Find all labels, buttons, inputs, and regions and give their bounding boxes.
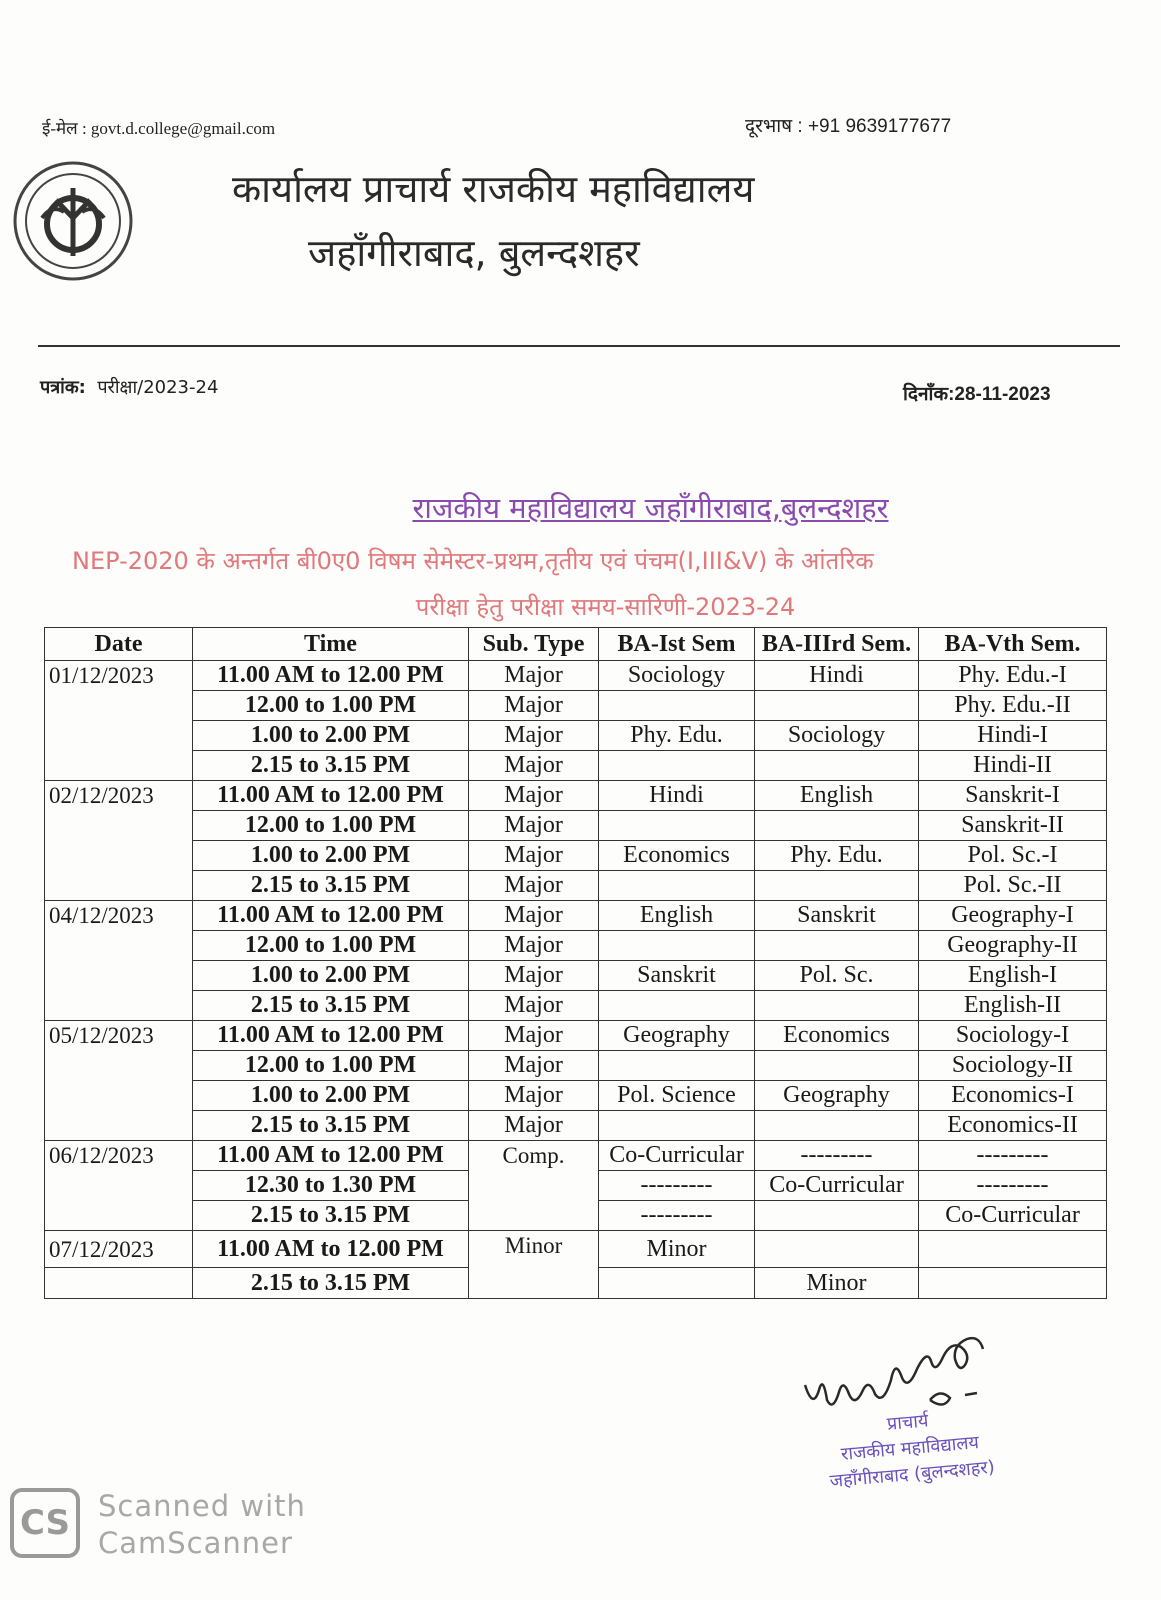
table-row [45, 1051, 1107, 1081]
type-cell: Major [469, 751, 599, 781]
ba3-cell: Hindi [755, 661, 919, 691]
ba5-cell: Economics-II [919, 1111, 1107, 1141]
table-row [45, 931, 1107, 961]
ba1-cell [599, 931, 755, 961]
ba5-cell: Pol. Sc.-II [919, 871, 1107, 901]
stamp-line3: जहाँगीराबाद (बुलन्दशहर) [828, 1456, 996, 1493]
schedule-title-line2: NEP-2020 के अन्तर्गत बी0ए0 विषम सेमेस्टर-प्रथम,तृतीय एवं पंचम(I,III&V) के आंतरिक [72, 547, 874, 575]
table-row [45, 1231, 1107, 1268]
ba1-cell: Minor [599, 1231, 755, 1268]
table-row [45, 961, 1107, 991]
date-cell: 02/12/2023 [45, 781, 193, 901]
ba1-cell [599, 871, 755, 901]
time-cell: 11.00 AM to 12.00 PM [193, 1231, 469, 1268]
college-title-text: राजकीय महाविद्यालय जहाँगीराबाद,बुलन्दशहर [412, 491, 889, 525]
time-cell: 1.00 to 2.00 PM [193, 721, 469, 751]
camscanner-logo-icon: CS [10, 1488, 80, 1558]
ba3-cell [755, 1201, 919, 1231]
ba3-cell: --------- [755, 1141, 919, 1171]
type-cell: Major [469, 841, 599, 871]
header-sub-type: Sub. Type [469, 628, 599, 661]
ba3-cell: Phy. Edu. [755, 841, 919, 871]
table-row [45, 751, 1107, 781]
ba1-cell: Pol. Science [599, 1081, 755, 1111]
ba5-cell: --------- [919, 1141, 1107, 1171]
time-cell: 2.15 to 3.15 PM [193, 1111, 469, 1141]
ba5-cell: Sociology-II [919, 1051, 1107, 1081]
ba3-cell [755, 1051, 919, 1081]
ba5-cell: Sociology-I [919, 1021, 1107, 1051]
ba1-cell: --------- [599, 1201, 755, 1231]
watermark-line1: Scanned with [98, 1489, 306, 1523]
ba1-cell [599, 1051, 755, 1081]
reference-label: पत्रांक: [40, 377, 86, 398]
stamp-line2: राजकीय महाविद्यालय [840, 1432, 980, 1465]
up-govt-emblem-icon [12, 160, 134, 282]
ba3-cell [755, 751, 919, 781]
ba3-cell [755, 871, 919, 901]
time-cell: 2.15 to 3.15 PM [193, 1268, 469, 1299]
time-cell: 12.00 to 1.00 PM [193, 811, 469, 841]
ba5-cell: Sanskrit-I [919, 781, 1107, 811]
table-row [45, 811, 1107, 841]
ba5-cell: Economics-I [919, 1081, 1107, 1111]
header-ba-3rd-sem: BA-IIIrd Sem. [755, 628, 919, 661]
time-cell: 12.00 to 1.00 PM [193, 691, 469, 721]
ba1-cell: Phy. Edu. [599, 721, 755, 751]
exam-timetable [44, 627, 1107, 1299]
type-cell: Major [469, 781, 599, 811]
header-date: Date [45, 628, 193, 661]
date-cell: 01/12/2023 [45, 661, 193, 781]
type-cell: Major [469, 1081, 599, 1111]
table-row [45, 841, 1107, 871]
reference-value: परीक्षा/2023-24 [97, 377, 219, 398]
type-cell: Major [469, 811, 599, 841]
ba5-cell: Phy. Edu.-I [919, 661, 1107, 691]
office-title-line2: जहाँगीराबाद, बुलन्दशहर [308, 231, 640, 275]
time-cell: 12.00 to 1.00 PM [193, 931, 469, 961]
ba5-cell: --------- [919, 1171, 1107, 1201]
ba3-cell: Sanskrit [755, 901, 919, 931]
ba5-cell: Geography-II [919, 931, 1107, 961]
reference-number [40, 375, 218, 399]
email-line: ई-मेल : govt.d.college@gmail.com [42, 119, 276, 138]
time-cell: 2.15 to 3.15 PM [193, 991, 469, 1021]
type-cell: Major [469, 871, 599, 901]
table-row [45, 871, 1107, 901]
ba3-cell: Sociology [755, 721, 919, 751]
ba3-cell: Co-Curricular [755, 1171, 919, 1201]
ba1-cell [599, 1268, 755, 1299]
type-cell: Major [469, 1111, 599, 1141]
ba5-cell: Hindi-II [919, 751, 1107, 781]
ba5-cell: English-II [919, 991, 1107, 1021]
ba1-cell [599, 751, 755, 781]
ba3-cell [755, 1231, 919, 1268]
ba1-cell: Sociology [599, 661, 755, 691]
table-header-row [45, 628, 1107, 661]
ba1-cell: Economics [599, 841, 755, 871]
stamp-line1: प्राचार्य [886, 1410, 930, 1435]
ba5-cell: English-I [919, 961, 1107, 991]
ba3-cell: English [755, 781, 919, 811]
type-cell: Major [469, 1051, 599, 1081]
watermark-line2: CamScanner [98, 1526, 293, 1560]
time-cell: 12.00 to 1.00 PM [193, 1051, 469, 1081]
type-cell: Major [469, 991, 599, 1021]
date-cell: 06/12/2023 [45, 1141, 193, 1231]
type-cell: Major [469, 931, 599, 961]
date-cell: 07/12/2023 [45, 1231, 193, 1268]
schedule-title-line3 [0, 590, 1161, 623]
ba1-cell [599, 691, 755, 721]
ba3-cell [755, 991, 919, 1021]
ba1-cell: English [599, 901, 755, 931]
time-cell: 11.00 AM to 12.00 PM [193, 661, 469, 691]
ba1-cell: Hindi [599, 781, 755, 811]
ba3-cell: Minor [755, 1268, 919, 1299]
table-row [45, 991, 1107, 1021]
ba1-cell [599, 1111, 755, 1141]
time-cell: 12.30 to 1.30 PM [193, 1171, 469, 1201]
time-cell: 1.00 to 2.00 PM [193, 841, 469, 871]
ba3-cell [755, 1111, 919, 1141]
ba5-cell: Co-Curricular [919, 1201, 1107, 1231]
ba3-cell: Pol. Sc. [755, 961, 919, 991]
ba5-cell: Phy. Edu.-II [919, 691, 1107, 721]
table-row [45, 1111, 1107, 1141]
ba1-cell [599, 991, 755, 1021]
phone-line: दूरभाष : +91 9639177677 [745, 116, 952, 137]
header-divider [38, 345, 1120, 347]
table-row [45, 691, 1107, 721]
ba5-cell: Geography-I [919, 901, 1107, 931]
time-cell: 11.00 AM to 12.00 PM [193, 901, 469, 931]
time-cell: 11.00 AM to 12.00 PM [193, 781, 469, 811]
type-cell: Major [469, 1021, 599, 1051]
time-cell: 2.15 to 3.15 PM [193, 751, 469, 781]
ba1-cell [599, 811, 755, 841]
ba3-cell [755, 931, 919, 961]
ba1-cell: Geography [599, 1021, 755, 1051]
ba5-cell: Hindi-I [919, 721, 1107, 751]
header-ba-1st-sem: BA-Ist Sem [599, 628, 755, 661]
table-row [45, 901, 1107, 931]
ba1-cell: Sanskrit [599, 961, 755, 991]
date-cell: 04/12/2023 [45, 901, 193, 1021]
header-time: Time [193, 628, 469, 661]
ba5-cell [919, 1268, 1107, 1299]
table-row [45, 1141, 1107, 1171]
time-cell: 1.00 to 2.00 PM [193, 961, 469, 991]
ba3-cell [755, 691, 919, 721]
date-cell-empty [45, 1268, 193, 1299]
type-cell: Minor [469, 1231, 599, 1299]
table-row [45, 661, 1107, 691]
ba5-cell [919, 1231, 1107, 1268]
time-cell: 2.15 to 3.15 PM [193, 1201, 469, 1231]
camscanner-watermark [98, 1488, 306, 1562]
college-title [0, 488, 1161, 527]
ba1-cell: --------- [599, 1171, 755, 1201]
ba5-cell: Pol. Sc.-I [919, 841, 1107, 871]
ba3-cell: Geography [755, 1081, 919, 1111]
schedule-title-line3-text: परीक्षा हेतु परीक्षा समय-सारिणी-2023-24 [415, 593, 796, 621]
type-cell: Major [469, 721, 599, 751]
principal-stamp [802, 1401, 1018, 1497]
type-cell: Major [469, 661, 599, 691]
date-cell: 05/12/2023 [45, 1021, 193, 1141]
ba3-cell: Economics [755, 1021, 919, 1051]
ba5-cell: Sanskrit-II [919, 811, 1107, 841]
ba1-cell: Co-Curricular [599, 1141, 755, 1171]
time-cell: 11.00 AM to 12.00 PM [193, 1141, 469, 1171]
time-cell: 11.00 AM to 12.00 PM [193, 1021, 469, 1051]
type-cell: Major [469, 901, 599, 931]
table-row [45, 721, 1107, 751]
type-cell: Major [469, 691, 599, 721]
type-cell: Comp. [469, 1141, 599, 1231]
type-cell: Major [469, 961, 599, 991]
table-row [45, 781, 1107, 811]
header-ba-5th-sem: BA-Vth Sem. [919, 628, 1107, 661]
time-cell: 1.00 to 2.00 PM [193, 1081, 469, 1111]
table-row [45, 1021, 1107, 1051]
letter-date: दिनाँक:28-11-2023 [903, 384, 1051, 405]
office-title-line1: कार्यालय प्राचार्य राजकीय महाविद्यालय [232, 167, 755, 211]
ba3-cell [755, 811, 919, 841]
time-cell: 2.15 to 3.15 PM [193, 871, 469, 901]
table-row [45, 1081, 1107, 1111]
